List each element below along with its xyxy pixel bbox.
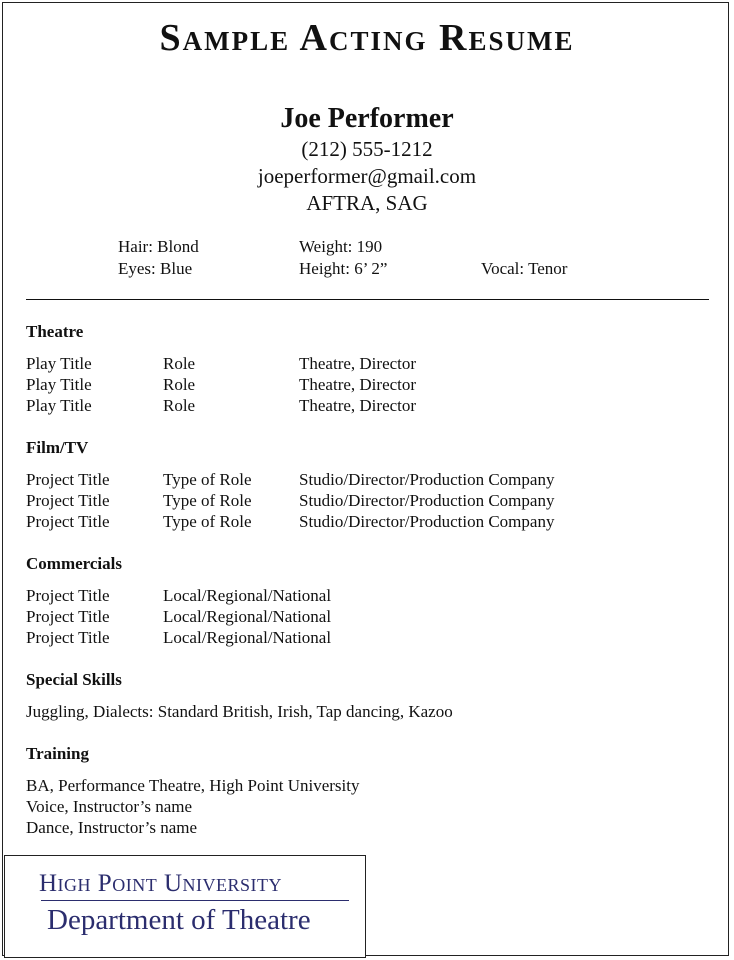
training-entry: Dance, Instructor’s name	[26, 818, 198, 837]
university-logo	[4, 855, 366, 958]
hair-stat: Hair: Blond	[118, 237, 199, 256]
film-production: Studio/Director/Production Company	[299, 491, 555, 510]
special-skills-heading: Special Skills	[26, 670, 122, 689]
training-entry: BA, Performance Theatre, High Point University	[26, 776, 360, 795]
training-heading: Training	[26, 744, 89, 763]
theatre-venue: Theatre, Director	[299, 396, 417, 415]
commercial-project-title: Project Title	[26, 607, 110, 626]
commercial-market: Local/Regional/National	[163, 628, 332, 647]
special-skills-text: Juggling, Dialects: Standard British, Irish, Tap dancing, Kazoo	[26, 702, 453, 721]
commercial-market: Local/Regional/National	[163, 586, 332, 605]
theatre-play-title: Play Title	[26, 375, 92, 394]
department-name: Department of Theatre	[47, 904, 311, 936]
header-divider	[26, 299, 709, 300]
theatre-role: Role	[163, 396, 196, 415]
union-affiliations: AFTRA, SAG	[306, 191, 428, 215]
film-role-type: Type of Role	[163, 470, 252, 489]
vocal-stat: Vocal: Tenor	[481, 259, 568, 278]
phone-number: (212) 555-1212	[301, 137, 433, 161]
commercials-heading: Commercials	[26, 554, 122, 573]
commercial-project-title: Project Title	[26, 586, 110, 605]
commercial-market: Local/Regional/National	[163, 607, 332, 626]
theatre-venue: Theatre, Director	[299, 354, 417, 373]
theatre-heading: Theatre	[26, 322, 84, 341]
film-project-title: Project Title	[26, 512, 110, 531]
eyes-stat: Eyes: Blue	[118, 259, 193, 278]
email-address: joeperformer@gmail.com	[257, 164, 477, 188]
theatre-role: Role	[163, 375, 196, 394]
height-stat: Height: 6’ 2”	[299, 259, 388, 278]
logo-divider	[41, 900, 349, 901]
film-project-title: Project Title	[26, 491, 110, 510]
film-role-type: Type of Role	[163, 512, 252, 531]
theatre-venue: Theatre, Director	[299, 375, 417, 394]
theatre-play-title: Play Title	[26, 396, 92, 415]
film-tv-heading: Film/TV	[26, 438, 89, 457]
page-title: Sample Acting Resume	[159, 17, 575, 59]
theatre-play-title: Play Title	[26, 354, 92, 373]
theatre-role: Role	[163, 354, 196, 373]
training-entry: Voice, Instructor’s name	[26, 797, 193, 816]
film-project-title: Project Title	[26, 470, 110, 489]
film-production: Studio/Director/Production Company	[299, 470, 555, 489]
weight-stat: Weight: 190	[299, 237, 383, 256]
performer-name: Joe Performer	[280, 103, 454, 134]
commercial-project-title: Project Title	[26, 628, 110, 647]
university-name: High Point University	[39, 870, 282, 897]
film-role-type: Type of Role	[163, 491, 252, 510]
film-production: Studio/Director/Production Company	[299, 512, 555, 531]
